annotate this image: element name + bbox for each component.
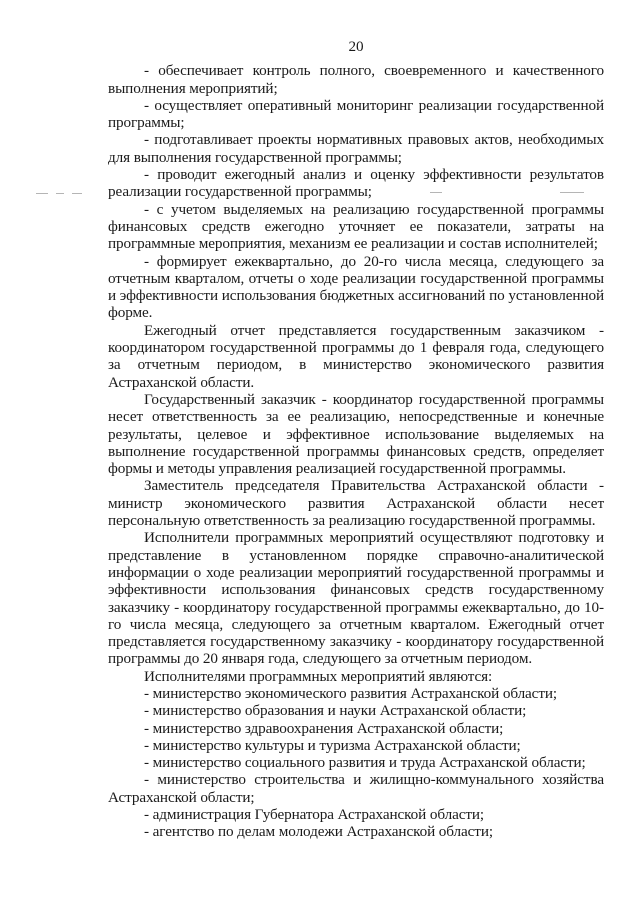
list-item-governor-administration: - администрация Губернатора Астраханской области; bbox=[144, 806, 485, 824]
list-item-social-ministry: - министерство социального развития и труда Астраханской области; bbox=[144, 754, 586, 772]
document-page bbox=[108, 38, 604, 841]
scan-artifact bbox=[56, 193, 64, 194]
paragraph-responsibility: Государственный заказчик - координатор государственной программы несет ответственность за ее реализацию, непосредственные и конечные результаты, целевое и эффективное использование выделяемых на выполнение государственной программы финансовых средств, определяет формы и методы управления реализацией государственной программы. bbox=[108, 390, 604, 478]
paragraph-monitoring: - осуществляет оперативный мониторинг реализации государственной программы; bbox=[108, 96, 604, 132]
list-item-construction-ministry: - министерство строительства и жилищно-коммунального хозяйства Астраханской области; bbox=[108, 771, 604, 806]
paragraph-indicators: - с учетом выделяемых на реализацию государственной программы финансовых средств ежегодно уточняет ее показатели, затраты на программные мероприятия, механизм ее реализации и состав исполнителей; bbox=[108, 200, 604, 253]
paragraph-deputy-chairman: Заместитель председателя Правительства Астраханской области - министр экономического развития Астраханской области несет персональную ответственность за реализацию государственной программы. bbox=[108, 477, 604, 530]
paragraph-executors-duties: Исполнители программных мероприятий осуществляют подготовку и представление в установленном порядке справочно-аналитической информации о ходе реализации мероприятий государственной программы и эффективности использования финансовых средств государственному заказчику - координатору государственной программы ежеквартально, до 10-го числа месяца, следующего за отчетным кварталом. Ежегодный отчет представляется государственному заказчику - координатору государственной программы до 20 января года, следующего за отчетным периодом. bbox=[108, 529, 604, 668]
paragraph-executors-intro: Исполнителями программных мероприятий являются: bbox=[144, 667, 493, 685]
scan-artifact bbox=[72, 193, 82, 194]
list-item-culture-ministry: - министерство культуры и туризма Астраханской области; bbox=[144, 736, 521, 754]
paragraph-annual-report: Ежегодный отчет представляется государственным заказчиком - координатором государственной программы до 1 февраля года, следующего за отчетным периодом, в министерство экономического развития Астраханской области. bbox=[108, 321, 604, 391]
paragraph-quarterly-reports: - формирует ежеквартально, до 20-го числа месяца, следующего за отчетным кварталом, отчеты о ходе реализации государственной программы и эффективности использования бюджетных ассигнований по установленной форме. bbox=[108, 252, 604, 322]
paragraph-legal-acts: - подготавливает проекты нормативных правовых актов, необходимых для выполнения государственной программы; bbox=[108, 131, 604, 166]
list-item-health-ministry: - министерство здравоохранения Астраханской области; bbox=[144, 719, 504, 737]
paragraph-control: - обеспечивает контроль полного, своевременного и качественного выполнения мероприятий; bbox=[108, 62, 604, 97]
page-number: 20 bbox=[348, 38, 364, 55]
list-item-education-ministry: - министерство образования и науки Астраханской области; bbox=[144, 702, 527, 720]
scan-artifact bbox=[430, 192, 442, 193]
scan-artifact bbox=[560, 192, 584, 193]
list-item-economic-ministry: - министерство экономического развития Астраханской области; bbox=[144, 684, 558, 702]
scan-artifact bbox=[36, 193, 48, 194]
list-item-youth-agency: - агентство по делам молодежи Астраханской области; bbox=[144, 823, 493, 841]
paragraph-analysis: - проводит ежегодный анализ и оценку эффективности результатов реализации государственной программы; bbox=[108, 166, 604, 201]
